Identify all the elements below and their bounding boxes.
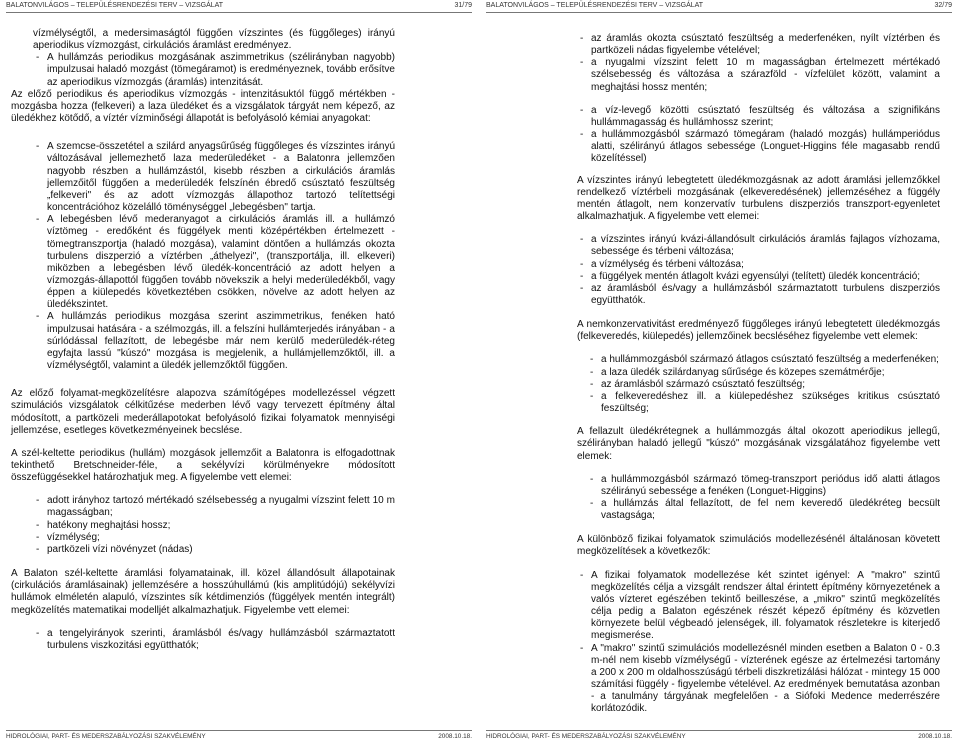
- header-title: BALATONVILÁGOS – TELEPÜLÉSRENDEZÉSI TERV – VIZSGÁLAT: [486, 2, 704, 9]
- list-item: - a felkeveredéshez ill. a kiülepedéshez szükséges kritikus csúsztató feszültség;: [587, 391, 940, 415]
- right-page: [480, 0, 960, 742]
- list-item: - a vízszintes irányú kvázi-állandósult cirkulációs áramlás fajlagos vízhozama, sebessége és térbeni változása;: [577, 234, 940, 258]
- page-body: [11, 28, 395, 652]
- bullet-list-rl5: [577, 474, 940, 523]
- paragraph-rp1: A vízszintes irányú lebegtetett üledékmozgásnak az adott áramlási jellemzőkkel rendelkező víztérbeli mozgásának (elkeveredésének) jellemzéséhez a függély mentén átlagolt, nem konzervatív turbulens diszperziós transzport-egyenletet alkalmazhatjuk. A figyelembe vett elemei:: [577, 174, 940, 223]
- page-number: 32/79: [934, 2, 952, 9]
- paragraph-lp2: Az előző periodikus és aperiodikus vízmozgás - intenzitásuktól függő mértékben - mozgásba hozza (felkeveri) a laza üledéket és a vizsgálatok tárgyát nem képező, az üledékhez kötődő, a víztér vízminőségi állapotát is befolyásoló kémiai anyagokat:: [11, 88, 395, 125]
- list-item: - a hullámmozgásból származó átlagos csúsztató feszültség a mederfenéken;: [587, 354, 940, 366]
- page-number: 31/79: [454, 2, 472, 9]
- list-item: - a hullámmozgásból származó tömegáram (haladó mozgás) hullámperiódus alatti, szélirányú átlagos sebessége (Longuet-Higgins féle magasabb rendű közelítéssel): [577, 129, 940, 165]
- list-item: - az áramlás okozta csúsztató feszültség a mederfenéken, nyílt víztérben és partközeli nádas figyelembe vételével;: [577, 33, 940, 57]
- bullet-list-rl3: [577, 234, 940, 307]
- list-item: - adott irányhoz tartozó mértékadó szélsebesség a nyugalmi vízszint felett 10 m magasságban;: [33, 495, 395, 519]
- footer-title: HIDROLÓGIAI, PART- ÉS MEDERSZABÁLYOZÁSI SZAKVÉLEMÉNY: [486, 733, 686, 740]
- bullet-list-ll4: [11, 628, 395, 652]
- paragraph-lp4: A szél-keltette periodikus (hullám) mozgások jellemzőit a Balatonra is elfogadottnak tekinthető Bretschneider-féle, a sekélyvízi körülményekre módosított összefüggésekkel határozhatjuk meg. A figyelembe vett elemei:: [11, 447, 395, 484]
- list-item: - a vízmélység és térbeni változása;: [577, 259, 940, 271]
- paragraph-rp4: A különböző fizikai folyamatok szimulációs modellezésénél általánosan követett megközelítések a következők:: [577, 534, 940, 558]
- list-item: - a függélyek mentén átlagolt kvázi egyensúlyi (telített) üledék koncentráció;: [577, 271, 940, 283]
- paragraph-lp3: Az előző folyamat-megközelítésre alapozva számítógépes modellezéssel végzett szimulációs vizsgálatok célkitűzése mederben lévő vagy tervezett építmény által módosított, a partközeli mederállapotokat befolyásoló fizikai folyamatok mennyiségi jellemzése, esetleges következményeinek becslése.: [11, 388, 395, 436]
- footer-title: HIDROLÓGIAI, PART- ÉS MEDERSZABÁLYOZÁSI SZAKVÉLEMÉNY: [6, 733, 206, 740]
- list-item: - A szemcse-összetétel a szilárd anyagsűrűség függőleges és vízszintes irányú változásával jellemezhető laza mederüledéket - a Balatonra jellemzően nagyobb részben a hullámzástól, kisebb részben a cirkulációs áramlás jellemzőitől függően a mederüledék felszínén ébredő csúsztató feszültség „felkeveri" és az adott vízmozgás állapothoz tartozó telítettségi koncentrációhoz közelálló töménységgel „lebegésben" tartja.: [33, 141, 395, 214]
- list-item: - a nyugalmi vízszint felett 10 m magasságban értelmezett mértékadó szélsebesség és változása a szárazföld - vízfelület között, valamint a meghajtási hossz mentén;: [577, 57, 940, 93]
- list-item: - A hullámzás periodikus mozgásának aszimmetrikus (szélirányban nagyobb) impulzusai haladó mozgást (tömegáramot) is eredményeznek, tovább erősítve az aperiodikus vízmozgás (áramlás) intenzitását.: [33, 52, 395, 88]
- bullet-list-ll1: [11, 52, 395, 88]
- page-body: [577, 33, 940, 716]
- bullet-list-rl2: [577, 105, 940, 166]
- page-header: [6, 1, 472, 13]
- list-item: - A hullámzás periodikus mozgása szerint aszimmetrikus, fenéken ható impulzusai hatására - a szélmozgás, ill. a felszíni hullámterjedés irányában - a súrlódással fellazított, de lebegésbe már nem kerülő mederüledék-réteg egyfajta lassú "kúszó" mozgása is megjelenik, a hullámjellemzőktől, ill. a vízmélységtől, valamint a üledék jellemzőktől függően.: [33, 311, 395, 372]
- list-item: - a víz-levegő közötti csúsztató feszültség és változása a szignifikáns hullámmagasság és hullámhossz szerint;: [577, 105, 940, 129]
- list-item: - a hullámmozgásból származó tömeg-transzport periódus idő alatti átlagos szélirányú sebessége a fenéken (Longuet-Higgins): [587, 474, 940, 498]
- bullet-list-rl4: [577, 354, 940, 415]
- list-item: - az áramlásból és/vagy a hullámzásból származtatott turbulens diszperziós együtthatók.: [577, 283, 940, 307]
- bullet-list-rl1: [577, 33, 940, 94]
- paragraph-lp1: vízmélységtől, a medersimaságtól függően vízszintes (és függőleges) irányú aperiodikus vízmozgást, cirkulációs áramlást eredményez.: [33, 28, 395, 52]
- list-item: - vízmélység;: [33, 532, 395, 544]
- list-item: - partközeli vízi növényzet (nádas): [33, 544, 395, 556]
- list-item: - a tengelyirányok szerinti, áramlásból és/vagy hullámzásból származtatott turbulens viszkozitási együtthatók;: [33, 628, 395, 652]
- list-item: - hatékony meghajtási hossz;: [33, 520, 395, 532]
- page-footer: [486, 730, 952, 742]
- paragraph-rp2: A nemkonzervativitást eredményező függőleges irányú lebegtetett üledékmozgás (felkeveredés, kiülepedés) jellemzőinek becsléséhez figyelembe vett elemek:: [577, 319, 940, 343]
- list-item: - a laza üledék szilárdanyag sűrűsége és közepes szemátmérője;: [587, 367, 940, 379]
- page-header: [486, 1, 952, 13]
- bullet-list-ll2: [11, 141, 395, 372]
- list-item: - A fizikai folyamatok modellezése két szintet igényel: A "makro" szintű megközelítés célja a vizsgált rendszer által érintett építmény környezetének a valós vízteret egészében tekintő beilleszése, a „mikro" szintű megközelítés célja pedig a Balaton egészének részét képező építmény és közvetlen környezete belül végbeadó jelenségek, ill. folyamatok részletekre is kiterjedő megismerése.: [577, 570, 940, 643]
- header-title: BALATONVILÁGOS – TELEPÜLÉSRENDEZÉSI TERV – VIZSGÁLAT: [6, 2, 224, 9]
- list-item: - A lebegésben lévő mederanyagot a cirkulációs áramlás ill. a hullámzó víztömeg - eredőként és függélyek menti középértékben értelmezett - tömegtranszportja (haladó mozgása), valamint döntően a hullámzás okozta turbulens diszperzió a víztérben „áthelyezi", (transzportálja, ill. elkeveri) miközben a lebegésben lévő üledék-koncentráció az adott helyen a vízmozgás-állapottól függően tovább növekszik a helyi mederüledékből, vagy éppen a kiülepedés következtében csökken, növelve az adott helyen az üledékszintet.: [33, 214, 395, 311]
- paragraph-rp3: A fellazult üledékrétegnek a hullámmozgás által okozott aperiodikus jellegű, szélirányban haladó jellegű "kúszó" mozgásának vizsgálatához figyelembe vett elemek:: [577, 426, 940, 462]
- list-item: - az áramlásból származó csúsztató feszültség;: [587, 379, 940, 391]
- footer-date: 2008.10.18.: [918, 733, 952, 740]
- paragraph-lp5: A Balaton szél-keltette áramlási folyamatainak, ill. közel állandósult állapotainak (cirkulációs áramlásainak) jellemzésére a hosszúhullámú (kis amplitúdójú) sekélyvízi hullámok elméletén alapuló, vízszintes sík kétdimenziós (függélyek mentén integrált) megközelítés matematikai modelljét alkalmazhatjuk. Figyelembe vett elemei:: [11, 568, 395, 616]
- footer-date: 2008.10.18.: [438, 733, 472, 740]
- list-item: - A "makro" szintű szimulációs modellezésnél minden esetben a Balaton 0 - 0.3 m-nél nem kisebb vízmélységű - vízterének egésze az értelmezési tartomány a 200 x 200 m oldalhosszúságú térbeli diszkretizálási hálózat - mintegy 15 000 számítási függély - figyelembe vételével. Az eredmények bemutatása azonban - a tanulmány tárgyának megfelelően - a Siófoki Medence mederrészére korlátozódik.: [577, 643, 940, 716]
- page-footer: [6, 730, 472, 742]
- bullet-list-ll3: [11, 495, 395, 556]
- list-item: - a hullámzás által fellazított, de fel nem keveredő üledékréteg becsült vastagsága;: [587, 498, 940, 522]
- bullet-list-rl6: [577, 570, 940, 716]
